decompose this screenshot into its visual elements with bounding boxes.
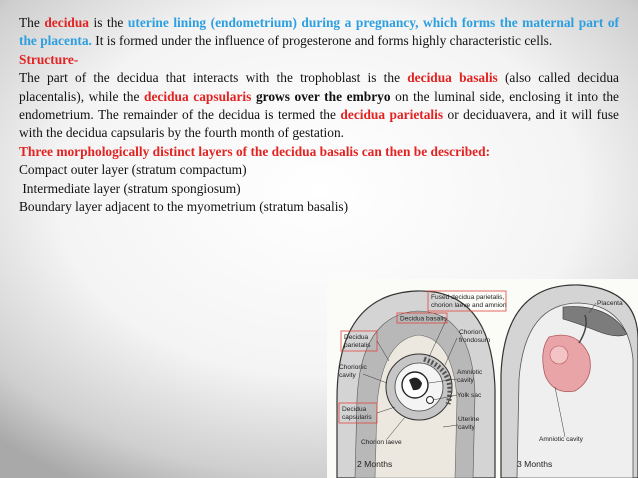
label-fused-1: Fused decidua parietalis, [431,294,505,301]
label-decidua-capsularis-1: Decidua [342,406,367,413]
term-decidua-parietalis: decidua parietalis [340,107,444,123]
term-decidua-basalis: decidua basalis [407,70,498,86]
label-decidua-capsularis-2: capsularis [342,414,372,421]
intro-paragraph [19,14,619,51]
layer-item-1: Compact outer layer (stratum compactum) [19,162,247,178]
decidua-diagram [327,279,638,478]
caption-3-months: 3 Months [517,459,553,469]
intro-text-1: The [19,15,45,30]
label-chorionic-cavity-1: Chorionic [339,364,367,371]
label-amniotic-cavity-1: Amniotic [457,369,483,376]
label-chorion-frondosum-2: frondosum [459,337,491,344]
label-placenta: Placenta [597,300,623,307]
label-decidua-parietalis-2: parietalis [344,342,371,349]
label-amniotic-cavity-2: cavity [457,377,474,384]
label-uterine-cavity-1: Uterine [458,416,480,423]
structure-text-4: or deciduavera, and it will fuse with the decidua capsularis by the fourth month of gestation. [19,107,619,141]
label-decidua-basalis: Decidua basalis [400,315,447,323]
label-uterine-cavity-2: cavity [458,424,475,431]
intro-text-2: is the [89,15,128,30]
structure-text-2: (also called decidua placentalis), while the [19,70,619,104]
term-decidua-capsularis: decidua capsularis [144,88,252,104]
structure-paragraph [19,69,619,143]
caption-2-months: 2 Months [357,459,393,469]
label-chorionic-cavity-2: cavity [339,372,356,379]
label-chorion-frondosum-1: Chorion [459,329,483,336]
structure-text-1: The part of the decidua that interacts with the trophoblast is the [19,70,408,86]
label-fused-2: chorion laeve and amnion [431,302,507,309]
label-decidua-parietalis-1: Decidua [344,334,369,341]
label-yolk-sac: Yolk sac [457,392,482,399]
layer-item-2: Intermediate layer (stratum spongiosum) [19,180,241,196]
layer-item-3: Boundary layer adjacent to the myometrium (stratum basalis) [19,199,349,215]
definition-highlight: uterine lining (endometrium) during a pregnancy, which forms the maternal part of the placenta. [19,15,619,49]
decidua-diagram-svg [327,279,638,478]
term-decidua: decidua [44,15,90,30]
text-block [19,14,619,216]
grows-over-embryo: grows over the embryo [251,88,391,104]
label-amniotic-cavity-right: Amniotic cavity [539,436,583,443]
layers-heading: Three morphologically distinct layers of the decidua basalis can then be described: [19,143,491,159]
intro-text-3: It is formed under the influence of progesterone and forms highly characteristic cells. [91,33,553,49]
label-chorion-laeve: Chorion laeve [361,439,402,446]
structure-text-3: on the luminal side, enclosing it into the endometrium. The remainder of the decidua is termed the [19,88,619,123]
structure-heading: Structure- [19,51,79,67]
uterus-3-months [501,285,638,478]
